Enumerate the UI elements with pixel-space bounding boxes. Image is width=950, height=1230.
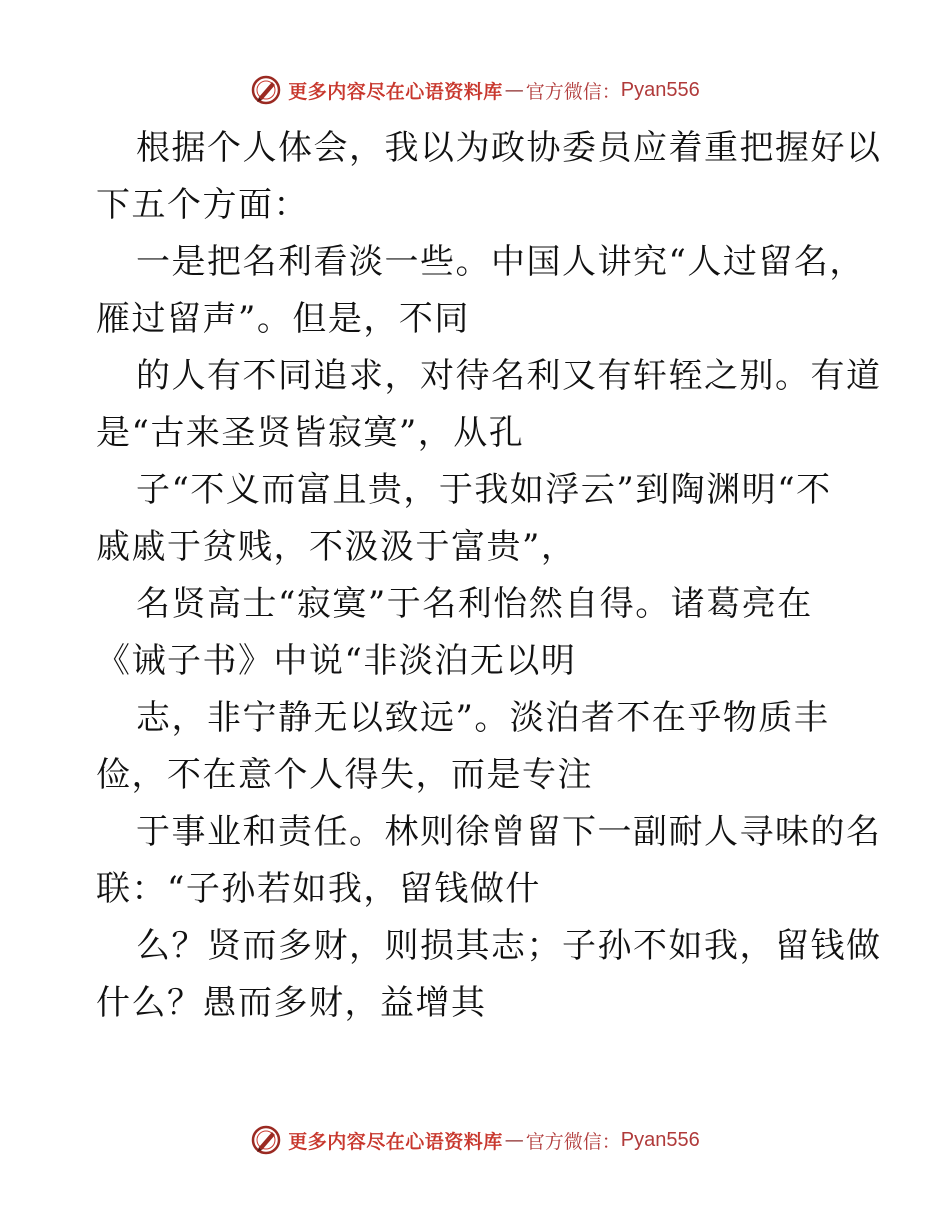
watermark-dash: —	[504, 1129, 524, 1151]
text-line: 的人有不同追求，对待名利又有轩轾之别。有道	[136, 356, 882, 396]
header-watermark	[0, 70, 950, 110]
text-line: 志，非宁静无以致远”。淡泊者不在乎物质丰	[136, 698, 830, 738]
text-line: 么？贤而多财，则损其志；子孙不如我，留钱做	[136, 926, 882, 966]
watermark-text: 更多内容尽在心语资料库	[288, 80, 503, 103]
text-line: 联：“子孙若如我，留钱做什	[96, 869, 541, 909]
text-line: 是“古来圣贤皆寂寞”，从孔	[96, 413, 525, 453]
watermark-wechat-label: 官方微信：	[525, 80, 621, 103]
watermark-wechat-label: 官方微信：	[525, 1130, 621, 1153]
text-line: 戚戚于贫贱，不汲汲于富贵”，	[96, 527, 577, 567]
text-line: 下五个方面：	[96, 185, 309, 225]
watermark-wechat-id: Pyan556	[620, 78, 700, 101]
text-line: 雁过留声”。但是，不同	[96, 299, 470, 339]
text-line: 根据个人体会，我以为政协委员应着重把握好以	[136, 128, 882, 168]
pen-circle-logo-icon	[250, 74, 282, 106]
text-line: 俭，不在意个人得失，而是专注	[96, 755, 593, 795]
text-line: 子“不义而富且贵，于我如浮云”到陶渊明“不	[136, 470, 832, 510]
text-line: 一是把名利看淡一些。中国人讲究“人过留名，	[136, 242, 865, 282]
text-line: 名贤高士“寂寞”于名利怡然自得。诸葛亮在	[136, 584, 813, 624]
text-line: 于事业和责任。林则徐曾留下一副耐人寻味的名	[136, 812, 882, 852]
watermark-text: 更多内容尽在心语资料库	[288, 1130, 503, 1153]
footer-watermark	[0, 1120, 950, 1160]
document-body	[96, 120, 882, 1032]
watermark-wechat-id: Pyan556	[620, 1128, 700, 1151]
pen-circle-logo-icon	[250, 1124, 282, 1156]
text-line: 《诫子书》中说“非淡泊无以明	[96, 641, 577, 681]
watermark-dash: —	[504, 79, 524, 101]
text-line: 什么？愚而多财，益增其	[96, 983, 487, 1023]
